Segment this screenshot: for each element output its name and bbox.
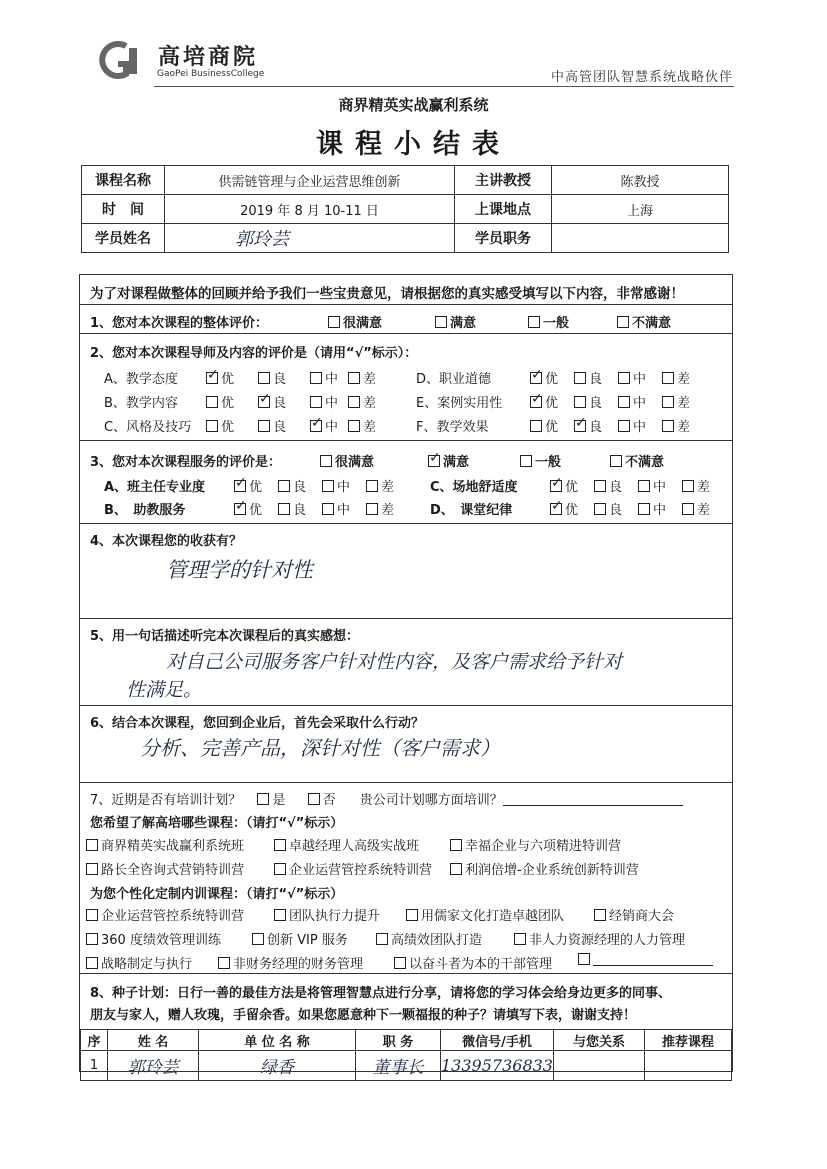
q3-question: 3、您对本次课程服务的评价是： xyxy=(90,455,282,470)
q8-section xyxy=(80,973,732,1030)
checkbox-checked-icon[interactable] xyxy=(234,480,246,492)
q2-grade-1-2[interactable]: 中 xyxy=(310,392,338,411)
custom-course-option-4[interactable]: 360 度绩效管理训练 xyxy=(86,929,221,948)
q2-grade-0-1[interactable]: 良 xyxy=(258,368,286,387)
teacher-value: 陈教授 xyxy=(552,166,729,195)
custom-course-option-6[interactable]: 高绩效团队打造 xyxy=(376,929,482,948)
checkbox-icon[interactable] xyxy=(308,793,320,805)
checkbox-checked-icon[interactable] xyxy=(258,396,270,408)
checkbox-checked-icon[interactable] xyxy=(574,420,586,432)
custom-course-option-0[interactable]: 企业运营管控系统特训营 xyxy=(86,905,244,924)
q7-question: 7、近期是否有培训计划？ 是 否 贵公司计划哪方面培训？ xyxy=(90,789,683,808)
q7-yes-option[interactable]: 是 xyxy=(257,793,285,808)
q1-option-average[interactable]: 一般 xyxy=(528,312,569,331)
row-wechat[interactable]: 13395736833 xyxy=(441,1051,554,1081)
q2-grade-5-0[interactable]: 优 xyxy=(530,416,558,435)
checkbox-checked-icon[interactable] xyxy=(310,420,322,432)
col-course: 推荐课程 xyxy=(644,1030,731,1051)
checkbox-icon[interactable] xyxy=(366,503,378,515)
col-company: 单 位 名 称 xyxy=(199,1030,356,1051)
q3-item-b: B、 助教服务 xyxy=(104,503,186,518)
q3-grade-0-3[interactable]: 差 xyxy=(366,476,394,495)
checkbox-icon[interactable] xyxy=(322,503,334,515)
q2-grade-2-2[interactable]: ✓ 中 xyxy=(310,416,338,435)
checkbox-icon[interactable] xyxy=(617,316,629,328)
q3-grade-3-0[interactable]: ✓优 xyxy=(550,499,578,518)
checkbox-icon[interactable] xyxy=(274,909,286,921)
teacher-label: 主讲教授 xyxy=(455,166,552,195)
checkbox-icon[interactable] xyxy=(574,396,586,408)
course-option-0[interactable]: 商界精英实战赢利系统班 xyxy=(86,835,244,854)
q5-answer-line2-handwritten[interactable]: 性满足。 xyxy=(126,679,203,701)
q3-section xyxy=(80,440,732,523)
q3-grade-3-1[interactable]: 良 xyxy=(594,499,622,518)
seed-table-header xyxy=(81,1030,732,1051)
q8-line2: 朋友与家人，赠人玫瑰，手留余香。如果您愿意种下一颗福报的种子？请填写下表，谢谢支持！ xyxy=(90,1008,637,1023)
position-label: 学员职务 xyxy=(455,224,552,253)
q3-option-unsatisfied[interactable]: 不满意 xyxy=(610,451,664,470)
checkbox-icon[interactable] xyxy=(682,503,694,515)
q3-grade-0-0[interactable]: ✓优 xyxy=(234,476,262,495)
checkbox-icon[interactable] xyxy=(594,909,606,921)
checkbox-icon[interactable] xyxy=(278,480,290,492)
q1-section xyxy=(80,304,732,333)
time-label: 时 间 xyxy=(82,195,165,224)
q3-grade-1-3[interactable]: 差 xyxy=(366,499,394,518)
q2-grade-5-1[interactable]: ✓ 良 xyxy=(574,416,602,435)
checkbox-icon[interactable] xyxy=(328,316,340,328)
q2-grade-0-2[interactable]: 中 xyxy=(310,368,338,387)
table-row xyxy=(81,1051,732,1081)
checkbox-icon[interactable] xyxy=(450,863,462,875)
place-label: 上课地点 xyxy=(455,195,552,224)
custom-courses-question: 为您个性化定制内训课程：（请打“√”标示） xyxy=(90,887,344,902)
checkbox-icon[interactable] xyxy=(450,839,462,851)
gaopei-logo-icon xyxy=(96,40,148,80)
q2-grade-3-1[interactable]: 良 xyxy=(574,368,602,387)
q3-grade-2-2[interactable]: 中 xyxy=(638,476,666,495)
checkbox-icon[interactable] xyxy=(618,396,630,408)
q3-option-very-satisfied[interactable]: 很满意 xyxy=(320,451,374,470)
q5-section xyxy=(80,618,732,705)
q3-option-satisfied[interactable]: ✓ 满意 xyxy=(428,451,469,470)
courses-question: 您希望了解高培哪些课程：（请打“√”标示） xyxy=(90,816,344,831)
q3-item-c: C、场地舒适度 xyxy=(430,480,518,495)
row-name[interactable]: 郭玲芸 xyxy=(108,1051,199,1081)
q7-plan-blank[interactable] xyxy=(503,793,683,806)
course-label: 课程名称 xyxy=(82,166,165,195)
form-title: 课程小结表 xyxy=(316,129,511,160)
q3-grade-2-0[interactable]: ✓优 xyxy=(550,476,578,495)
checkbox-icon[interactable] xyxy=(662,420,674,432)
checkbox-icon[interactable] xyxy=(610,455,622,467)
q3-item-d: D、 课堂纪律 xyxy=(430,503,513,518)
q2-item-b: B、教学内容 xyxy=(104,396,178,411)
checkbox-checked-icon[interactable] xyxy=(530,372,542,384)
custom-course-option-3[interactable]: 经销商大会 xyxy=(594,905,674,924)
course-option-3[interactable]: 路长全咨询式营销特训营 xyxy=(86,859,244,878)
q2-grade-1-3[interactable]: 差 xyxy=(348,392,376,411)
course-option-5[interactable]: 利润倍增-企业系统创新特训营 xyxy=(450,859,639,878)
checkbox-icon[interactable] xyxy=(520,455,532,467)
course-option-4[interactable]: 企业运营管控系统特训营 xyxy=(274,859,432,878)
position-value[interactable] xyxy=(552,224,729,253)
q2-grade-5-2[interactable]: 中 xyxy=(618,416,646,435)
tagline: 中高管团队智慧系统战略伙伴 xyxy=(550,70,733,85)
q3-grade-1-0[interactable]: ✓优 xyxy=(234,499,262,518)
checkbox-icon[interactable] xyxy=(594,480,606,492)
checkbox-icon[interactable] xyxy=(662,372,674,384)
checkbox-icon[interactable] xyxy=(274,839,286,851)
checkbox-icon[interactable] xyxy=(258,420,270,432)
checkbox-icon[interactable] xyxy=(86,863,98,875)
q2-grade-2-1[interactable]: 良 xyxy=(258,416,286,435)
checkbox-icon[interactable] xyxy=(530,420,542,432)
checkbox-icon[interactable] xyxy=(86,909,98,921)
q2-grade-4-3[interactable]: 差 xyxy=(662,392,690,411)
checkbox-icon[interactable] xyxy=(662,396,674,408)
checkbox-icon[interactable] xyxy=(514,933,526,945)
checkbox-icon[interactable] xyxy=(435,316,447,328)
q6-answer-handwritten[interactable]: 分析、完善产品，深针对性（客户需求） xyxy=(140,736,500,760)
q6-question: 6、结合本次课程，您回到企业后，首先会采取什么行动？ xyxy=(90,716,425,731)
q2-item-f: F、教学效果 xyxy=(416,420,489,435)
student-name-handwritten[interactable]: 郭玲芸 xyxy=(165,224,455,253)
row-course[interactable] xyxy=(644,1051,731,1081)
checkbox-icon[interactable] xyxy=(206,396,218,408)
q2-grade-0-3[interactable]: 差 xyxy=(348,368,376,387)
checkbox-icon[interactable] xyxy=(218,957,230,969)
checkbox-icon[interactable] xyxy=(638,503,650,515)
q2-section xyxy=(80,333,732,440)
q2-grade-1-0[interactable]: 优 xyxy=(206,392,234,411)
q2-item-c: C、风格及技巧 xyxy=(104,420,192,435)
checkbox-icon[interactable] xyxy=(618,372,630,384)
checkbox-checked-icon[interactable] xyxy=(206,372,218,384)
col-name: 姓 名 xyxy=(108,1030,199,1051)
checkbox-icon[interactable] xyxy=(322,480,334,492)
custom-course-option-1[interactable]: 团队执行力提升 xyxy=(274,905,380,924)
q3-grade-1-1[interactable]: 良 xyxy=(278,499,306,518)
q1-question: 1、您对本次课程的整体评价： xyxy=(90,316,269,331)
col-position: 职 务 xyxy=(356,1030,441,1051)
checkbox-checked-icon[interactable] xyxy=(428,455,440,467)
q3-option-average[interactable]: 一般 xyxy=(520,451,561,470)
q3-grade-3-3[interactable]: 差 xyxy=(682,499,710,518)
q2-grade-5-3[interactable]: 差 xyxy=(662,416,690,435)
q2-grade-3-2[interactable]: 中 xyxy=(618,368,646,387)
checkbox-icon[interactable] xyxy=(278,503,290,515)
q5-answer-line1-handwritten[interactable]: 对自己公司服务客户针对性内容，及客户需求给予针对 xyxy=(166,651,623,673)
q2-item-d: D、职业道德 xyxy=(416,372,492,387)
system-title: 商界精英实战赢利系统 xyxy=(338,96,489,114)
q2-grade-2-3[interactable]: 差 xyxy=(348,416,376,435)
checkbox-checked-icon[interactable] xyxy=(550,503,562,515)
checkbox-icon[interactable] xyxy=(274,863,286,875)
checkbox-icon[interactable] xyxy=(310,396,322,408)
checkbox-icon[interactable] xyxy=(258,372,270,384)
checkbox-icon[interactable] xyxy=(376,933,388,945)
q2-grade-4-0[interactable]: ✓优 xyxy=(530,392,558,411)
q3-grade-3-2[interactable]: 中 xyxy=(638,499,666,518)
q2-grade-1-1[interactable]: ✓ 良 xyxy=(258,392,286,411)
row-company[interactable]: 绿香 xyxy=(199,1051,356,1081)
row-position[interactable]: 董事长 xyxy=(356,1051,441,1081)
checkbox-checked-icon[interactable] xyxy=(530,396,542,408)
checkbox-icon[interactable] xyxy=(618,420,630,432)
q5-question: 5、用一句话描述听完本次课程后的真实感想： xyxy=(90,629,360,644)
q2-grade-3-3[interactable]: 差 xyxy=(662,368,690,387)
col-wechat: 微信号/手机 xyxy=(441,1030,554,1051)
row-index: 1 xyxy=(81,1051,108,1081)
custom-course-option-2[interactable]: 用儒家文化打造卓越团队 xyxy=(406,905,564,924)
custom-course-option-10[interactable]: 以奋斗者为本的干部管理 xyxy=(394,953,552,972)
q4-question: 4、本次课程您的收获有？ xyxy=(90,534,243,549)
q4-answer-handwritten[interactable]: 管理学的针对性 xyxy=(166,558,313,582)
checkbox-icon[interactable] xyxy=(366,480,378,492)
q1-option-unsatisfied[interactable]: 不满意 xyxy=(617,312,671,331)
q2-grade-0-0[interactable]: ✓优 xyxy=(206,368,234,387)
checkbox-icon[interactable] xyxy=(320,455,332,467)
course-info-table xyxy=(81,165,729,253)
checkbox-icon[interactable] xyxy=(578,953,590,965)
q3-grade-2-3[interactable]: 差 xyxy=(682,476,710,495)
checkbox-icon[interactable] xyxy=(348,396,360,408)
checkbox-icon[interactable] xyxy=(638,480,650,492)
col-index: 序 xyxy=(81,1030,108,1051)
checkbox-checked-icon[interactable] xyxy=(550,480,562,492)
q1-option-satisfied[interactable]: 满意 xyxy=(435,312,476,331)
q2-grade-4-1[interactable]: 良 xyxy=(574,392,602,411)
course-option-1[interactable]: 卓越经理人高级实战班 xyxy=(274,835,419,854)
course-value: 供需链管理与企业运营思维创新 xyxy=(165,166,455,195)
q8-line1: 8、种子计划：日行一善的最佳方法是将管理智慧点进行分享，请将您的学习体会给身边更多的同事、 xyxy=(90,986,672,1001)
q7-plan-question: 贵公司计划哪方面培训？ xyxy=(359,793,503,808)
student-label: 学员姓名 xyxy=(82,224,165,253)
q6-section xyxy=(80,705,732,782)
checkbox-icon[interactable] xyxy=(257,793,269,805)
q2-item-a: A、教学态度 xyxy=(104,372,178,387)
q2-grade-2-0[interactable]: 优 xyxy=(206,416,234,435)
q2-item-e: E、案例实用性 xyxy=(416,396,503,411)
custom-course-other[interactable] xyxy=(578,953,713,968)
q1-option-very-satisfied[interactable]: 很满意 xyxy=(328,312,382,331)
checkbox-icon[interactable] xyxy=(86,933,98,945)
checkbox-icon[interactable] xyxy=(310,372,322,384)
seed-plan-table xyxy=(80,1029,732,1081)
intro-text: 为了对课程做整体的回顾并给予我们一些宝贵意见，请根据您的真实感受填写以下内容，非常感谢！ xyxy=(90,286,684,302)
checkbox-icon[interactable] xyxy=(86,957,98,969)
q3-grade-0-1[interactable]: 良 xyxy=(278,476,306,495)
checkbox-icon[interactable] xyxy=(206,420,218,432)
place-value: 上海 xyxy=(552,195,729,224)
checkbox-icon[interactable] xyxy=(574,372,586,384)
custom-course-option-7[interactable]: 非人力资源经理的人力管理 xyxy=(514,929,685,948)
q7-no-option[interactable]: 否 xyxy=(308,793,336,808)
brand-name-en: GaoPei BusinessCollege xyxy=(157,69,265,79)
checkbox-icon[interactable] xyxy=(682,480,694,492)
checkbox-icon[interactable] xyxy=(528,316,540,328)
q2-grade-4-2[interactable]: 中 xyxy=(618,392,646,411)
custom-course-option-9[interactable]: 非财务经理的财务管理 xyxy=(218,953,363,972)
q3-grade-2-1[interactable]: 良 xyxy=(594,476,622,495)
q3-item-a: A、班主任专业度 xyxy=(104,480,206,495)
checkbox-icon[interactable] xyxy=(348,372,360,384)
custom-course-option-8[interactable]: 战略制定与执行 xyxy=(86,953,192,972)
checkbox-icon[interactable] xyxy=(348,420,360,432)
q2-question: 2、您对本次课程导师及内容的评价是（请用“√”标示）： xyxy=(90,346,418,361)
q3-grade-0-2[interactable]: 中 xyxy=(322,476,350,495)
checkbox-icon[interactable] xyxy=(594,503,606,515)
checkbox-checked-icon[interactable] xyxy=(234,503,246,515)
q3-grade-1-2[interactable]: 中 xyxy=(322,499,350,518)
course-option-2[interactable]: 幸福企业与六项精进特训营 xyxy=(450,835,621,854)
header-divider xyxy=(154,86,734,87)
time-value: 2019 年 8 月 10-11 日 xyxy=(165,195,455,224)
brand-name-cn: 高培商院 xyxy=(158,45,259,70)
custom-course-option-5[interactable]: 创新 VIP 服务 xyxy=(252,929,348,948)
other-blank[interactable] xyxy=(593,953,713,966)
feedback-sheet xyxy=(79,274,733,1078)
checkbox-icon[interactable] xyxy=(394,957,406,969)
checkbox-icon[interactable] xyxy=(252,933,264,945)
q7-section xyxy=(80,782,732,973)
q2-grade-3-0[interactable]: ✓优 xyxy=(530,368,558,387)
row-relation[interactable] xyxy=(553,1051,644,1081)
checkbox-icon[interactable] xyxy=(406,909,418,921)
col-relation: 与您关系 xyxy=(553,1030,644,1051)
checkbox-icon[interactable] xyxy=(86,839,98,851)
q4-section xyxy=(80,523,732,618)
